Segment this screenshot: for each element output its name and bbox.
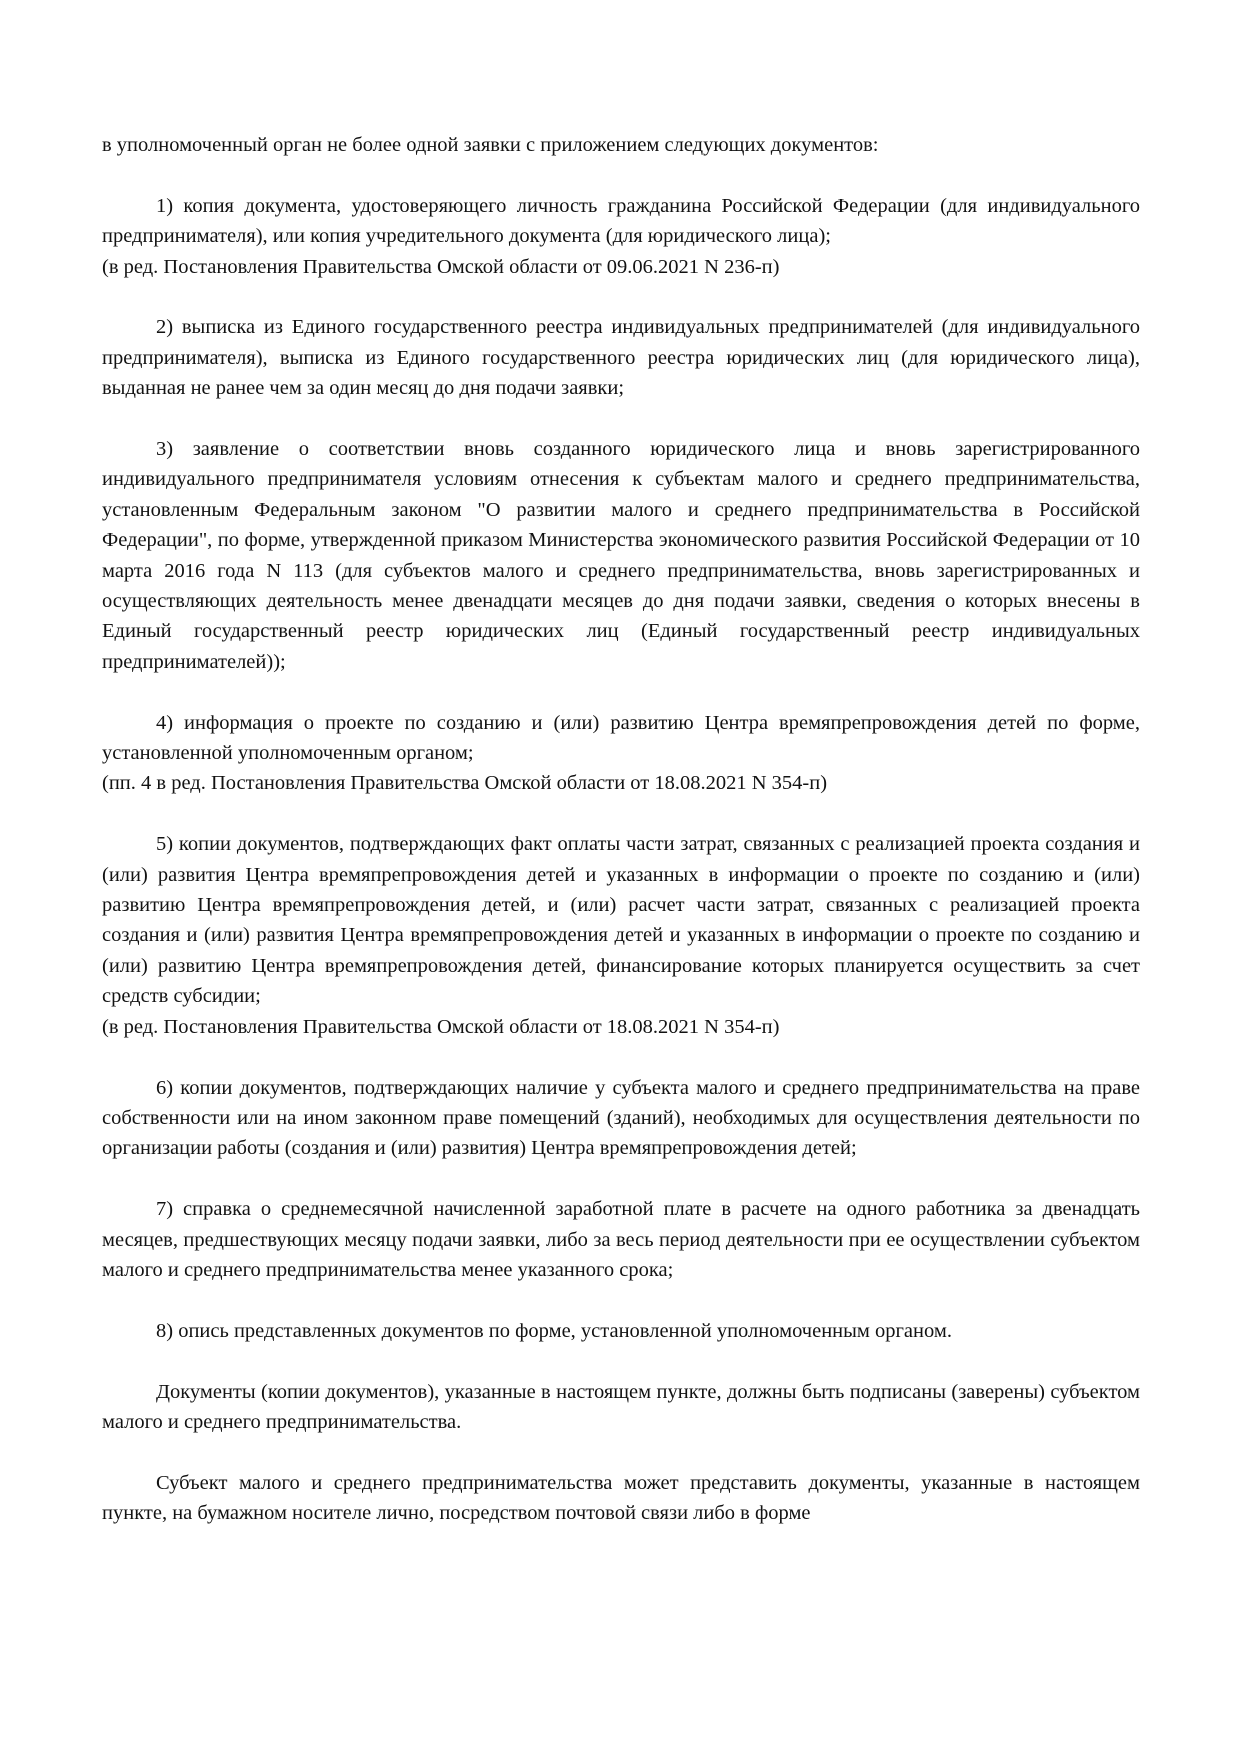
paragraph-item-3: 3) заявление о соответствии вновь созданного юридического лица и вновь зарегистрированного индивидуального предпринимателя условиям отнесения к субъектам малого и среднего предпринимательства, установленным Федеральным законом "О развитии малого и среднего предпринимательства в Российской Федерации", по форме, утвержденной приказом Министерства экономического развития Российской Федерации от 10 марта 2016 года N 113 (для субъектов малого и среднего предпринимательства, вновь зарегистрированных и осуществляющих деятельность менее двенадцати месяцев до дня подачи заявки, сведения о которых внесены в Единый государственный реестр юридических лиц (Единый государственный реестр индивидуальных предпринимателей)); [102, 438, 1140, 673]
paragraph-item-7: 7) справка о среднемесячной начисленной заработной плате в расчете на одного работника за двенадцать месяцев, предшествующих месяцу подачи заявки, либо за весь период деятельности при ее осуществлении субъектом малого и среднего предпринимательства менее указанного срока; [102, 1198, 1140, 1281]
paragraph-item-5: 5) копии документов, подтверждающих факт оплаты части затрат, связанных с реализацией проекта создания и (или) развития Центра времяпрепровождения детей и указанных в информации о проекте по созданию и (или) развитию Центра времяпрепровождения детей, и (или) расчет части затрат, связанных с реализацией проекта создания и (или) развития Центра времяпрепровождения детей и указанных в информации о проекте по созданию и (или) развитию Центра времяпрепровождения детей, финансирование которых планируется осуществить за счет средств субсидии; [102, 833, 1140, 1008]
paragraph-closing-2: Субъект малого и среднего предпринимательства может представить документы, указанные в настоящем пункте, на бумажном носителе лично, посредством почтовой связи либо в форме [102, 1471, 1140, 1525]
paragraph-spacer [102, 282, 1140, 312]
paragraph-spacer [102, 677, 1140, 707]
paragraph-spacer [102, 404, 1140, 434]
paragraph-spacer [102, 1346, 1140, 1376]
paragraph-spacer [102, 1285, 1140, 1315]
paragraph-spacer [102, 1437, 1140, 1467]
paragraph-spacer [102, 1042, 1140, 1072]
paragraph-amendment-5: (в ред. Постановления Правительства Омской области от 18.08.2021 N 354-п) [102, 1015, 780, 1038]
paragraph-spacer [102, 1164, 1140, 1194]
paragraph-item-8: 8) опись представленных документов по форме, установленной уполномоченным органом. [156, 1319, 952, 1342]
paragraph-amendment-4: (пп. 4 в ред. Постановления Правительства Омской области от 18.08.2021 N 354-п) [102, 772, 828, 795]
document-body [102, 130, 1140, 1529]
paragraph-spacer [102, 160, 1140, 190]
paragraph-lead-in: в уполномоченный орган не более одной заявки с приложением следующих документов: [102, 134, 879, 156]
paragraph-item-6: 6) копии документов, подтверждающих наличие у субъекта малого и среднего предпринимательства на праве собственности или на ином законном праве помещений (зданий), необходимых для осуществления деятельности по организации работы (создания и (или) развития) Центра времяпрепровождения детей; [102, 1076, 1140, 1160]
paragraph-closing-1: Документы (копии документов), указанные в настоящем пункте, должны быть подписаны (заверены) субъектом малого и среднего предпринимательства. [102, 1380, 1140, 1433]
paragraph-item-1: 1) копия документа, удостоверяющего личность гражданина Российской Федерации (для индивидуального предпринимателя), или копия учредительного документа (для юридического лица); [102, 194, 1140, 248]
paragraph-spacer [102, 799, 1140, 829]
paragraph-item-2: 2) выписка из Единого государственного реестра индивидуальных предпринимателей (для индивидуального предпринимателя), выписка из Единого государственного реестра юридических лиц (для юридического лица), выданная не ранее чем за один месяц до дня подачи заявки; [102, 316, 1140, 400]
paragraph-item-4: 4) информация о проекте по созданию и (или) развитию Центра времяпрепровождения детей по форме, установленной уполномоченным органом; [102, 711, 1140, 765]
paragraph-amendment-1: (в ред. Постановления Правительства Омской области от 09.06.2021 N 236-п) [102, 255, 780, 278]
